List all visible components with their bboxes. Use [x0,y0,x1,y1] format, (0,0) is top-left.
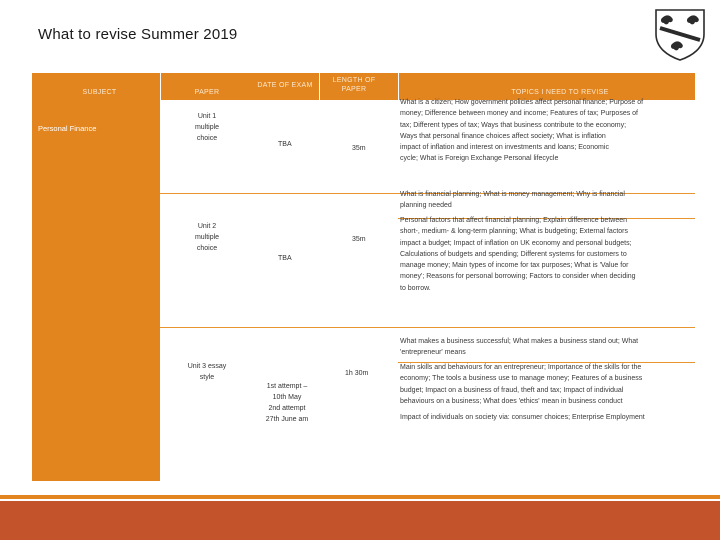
subject-label: Personal Finance [38,124,97,133]
topics-unit-3-block-2: Main skills and behaviours for an entrepreneur; Importance of the skills for the economy; The tools a business use to manage money; Features of a business budget; Impact on a business of fraud, theft and tax; Impact of individual behaviours on a business; What does 'ethics' mean in business conduct [400,364,643,405]
topics-unit-3-block-1: What makes a business successful; What makes a business stand out; What 'entrepreneur' means [400,338,639,357]
topics-unit-2-block-2: Personal factors that affect financial planning; Explain difference between short-, medium- & long-term planning; What is budgeting; External factors impact a budget; Impact of inflation on UK economy and personal budgets; Calculations of budgets and spending; Different systems for customers to manage money; Main types of income for tax purposes; What is 'Value for money'; Reasons for personal borrowing; Factors to consider when deciding to borrow. [400,217,636,292]
topics-unit-2-block-1: What is financial planning; What is money management; Why is financial planning needed [400,191,625,210]
page-title: What to revise Summer 2019 [38,26,238,43]
topics-unit-1-block-1: What is a citizen; How government policies affect personal finance; Purpose of money; Difference between money and income; Features of tax; Purposes of tax; Different types of tax; Ways that business contribute to the economy; Ways that personal finance choices affect society; What is inflation impact of inflation and interest on investments and loans; Economic cycle; What is Foreign Exchange Personal lifecycle [400,99,644,163]
footer-band [0,501,720,540]
footer-accent-bar [0,495,720,499]
date-unit-3: 1st attempt – 10th May 2nd attempt 27th June am [265,383,309,423]
school-crest-icon [650,6,710,62]
header-topics: TOPICS I NEED TO REVISE [511,89,609,96]
paper-unit-3: Unit 3 essay style [187,363,227,381]
length-unit-2: 35m [352,236,366,243]
header-subject: SUBJECT [82,89,117,96]
date-unit-2: TBA [278,255,292,262]
paper-unit-2: Unit 2 multiple choice [194,223,220,252]
topics-unit-3-block-3: Impact of individuals on society via: consumer choices; Enterprise Employment [400,414,645,421]
revision-table [32,73,695,481]
length-unit-1: 35m [352,145,366,152]
header-length: LENGTH OF PAPER [332,77,376,93]
header-date: DATE OF EXAM [257,82,313,89]
header-paper: PAPER [194,89,220,96]
date-unit-1: TBA [278,141,292,148]
length-unit-3: 1h 30m [345,370,369,377]
paper-unit-1: Unit 1 multiple choice [194,113,220,142]
